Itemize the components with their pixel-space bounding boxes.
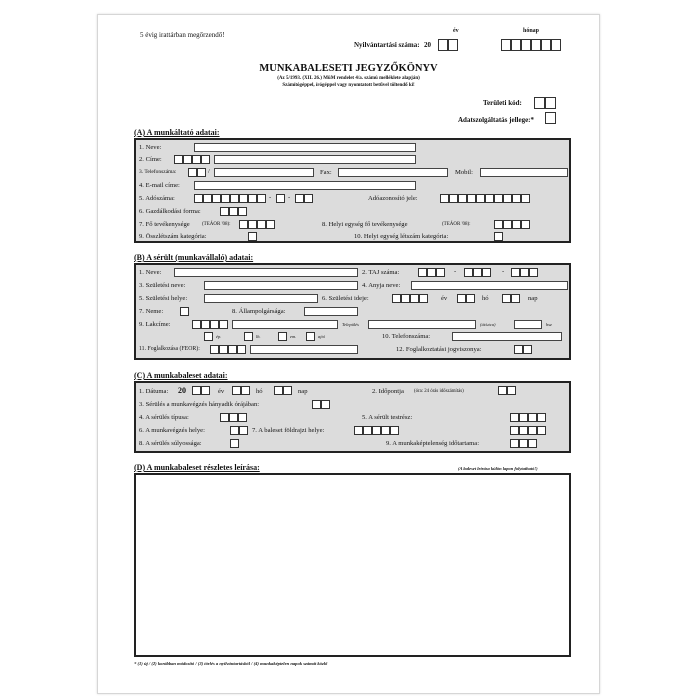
accident-month-box[interactable] bbox=[241, 386, 250, 395]
taj-box[interactable] bbox=[482, 268, 491, 277]
main-activity-label: 7. Fő tevékenysége bbox=[139, 221, 190, 228]
geo-place-box[interactable] bbox=[354, 426, 363, 435]
injury-type-box[interactable] bbox=[229, 413, 238, 422]
local-teaor-box[interactable] bbox=[503, 220, 512, 229]
body-part-box[interactable] bbox=[528, 413, 537, 422]
tax-id-box[interactable] bbox=[521, 194, 530, 203]
work-place-box[interactable] bbox=[239, 426, 248, 435]
postcode-box[interactable] bbox=[183, 155, 192, 164]
work-place-box[interactable] bbox=[230, 426, 239, 435]
body-part-box[interactable] bbox=[510, 426, 519, 435]
tax-id-label: Adóazonosító jele: bbox=[368, 195, 418, 202]
employer-email-field[interactable] bbox=[194, 181, 416, 190]
registry-number-box[interactable] bbox=[551, 39, 561, 51]
registry-number-box[interactable] bbox=[511, 39, 521, 51]
section-c-panel bbox=[134, 381, 571, 453]
registry-year-box[interactable] bbox=[448, 39, 458, 51]
tax-id-box[interactable] bbox=[440, 194, 449, 203]
birthplace-field[interactable] bbox=[204, 294, 318, 303]
geo-place-box[interactable] bbox=[390, 426, 399, 435]
employer-mobile-field[interactable] bbox=[480, 168, 568, 177]
accident-time-label: 2. Időpontja bbox=[372, 388, 404, 395]
residence-postcode-box[interactable] bbox=[219, 320, 228, 329]
building-caption: ép. bbox=[216, 334, 222, 339]
sex-box[interactable] bbox=[180, 307, 189, 316]
year-caption: év bbox=[453, 28, 459, 34]
accident-date-label: 1. Dátuma: bbox=[139, 388, 169, 395]
taj-label: 2. TAJ száma: bbox=[362, 269, 400, 276]
mother-name-label: 4. Anyja neve: bbox=[362, 282, 401, 289]
dash-divider: - bbox=[454, 268, 457, 275]
accident-year-prefix: 20 bbox=[178, 386, 186, 395]
geo-place-label: 7. A baleset földrajzi helye: bbox=[252, 427, 325, 434]
teaor-box[interactable] bbox=[248, 220, 257, 229]
geo-place-box[interactable] bbox=[372, 426, 381, 435]
employer-phone-label: 3. Telefonszáma: bbox=[139, 169, 177, 175]
registry-number-box[interactable] bbox=[531, 39, 541, 51]
local-teaor-box[interactable] bbox=[521, 220, 530, 229]
tax-number-box[interactable] bbox=[295, 194, 304, 203]
incapacity-box[interactable] bbox=[519, 439, 528, 448]
business-form-label: 6. Gazdálkodási forma: bbox=[139, 208, 201, 215]
geo-place-box[interactable] bbox=[381, 426, 390, 435]
tax-number-box[interactable] bbox=[212, 194, 221, 203]
registry-label: Nyilvántartási száma: bbox=[354, 41, 420, 49]
injury-type-box[interactable] bbox=[220, 413, 229, 422]
incapacity-box[interactable] bbox=[510, 439, 519, 448]
territorial-code-label: Területi kód: bbox=[483, 99, 522, 107]
slash-divider: / bbox=[208, 168, 210, 175]
settlement-caption: Település bbox=[342, 322, 359, 327]
accident-year-caption: év bbox=[218, 388, 225, 395]
taj-box[interactable] bbox=[418, 268, 427, 277]
birth-name-label: 3. Születési neve: bbox=[139, 282, 186, 289]
footnote: * (1) új / (2) korábban módosító / (3) törlés a nyilvántartásból / (4) munkaképtelen napok számát közlő bbox=[134, 661, 328, 666]
residence-label: 9. Lakcíme: bbox=[139, 321, 171, 328]
geo-place-box[interactable] bbox=[363, 426, 372, 435]
residence-street-field[interactable] bbox=[368, 320, 476, 329]
section-b-heading: (B) A sérült (munkavállaló) adatai: bbox=[134, 253, 254, 262]
residence-house-field[interactable] bbox=[514, 320, 542, 329]
injury-type-box[interactable] bbox=[238, 413, 247, 422]
citizenship-field[interactable] bbox=[304, 307, 358, 316]
local-teaor-box[interactable] bbox=[494, 220, 503, 229]
tax-number-box[interactable] bbox=[239, 194, 248, 203]
headcount-box[interactable] bbox=[248, 232, 257, 241]
taj-box[interactable] bbox=[473, 268, 482, 277]
accident-year-box[interactable] bbox=[192, 386, 201, 395]
birth-year-box[interactable] bbox=[392, 294, 401, 303]
severity-box[interactable] bbox=[230, 439, 239, 448]
employer-fax-label: Fax: bbox=[320, 169, 332, 176]
registry-number-box[interactable] bbox=[501, 39, 511, 51]
tax-id-box[interactable] bbox=[476, 194, 485, 203]
taj-box[interactable] bbox=[436, 268, 445, 277]
local-activity-code-hint: (TEÁOR '08): bbox=[442, 222, 471, 227]
incapacity-label: 9. A munkaképtelenség időtartama: bbox=[386, 440, 480, 447]
local-teaor-box[interactable] bbox=[512, 220, 521, 229]
tax-number-box[interactable] bbox=[230, 194, 239, 203]
injury-type-label: 4. A sérülés típusa: bbox=[139, 414, 189, 421]
birth-year-caption: év bbox=[441, 295, 448, 302]
tax-number-box[interactable] bbox=[203, 194, 212, 203]
accident-day-box[interactable] bbox=[283, 386, 292, 395]
employer-phone-field[interactable] bbox=[214, 168, 314, 177]
birth-year-box[interactable] bbox=[410, 294, 419, 303]
incapacity-box[interactable] bbox=[528, 439, 537, 448]
territorial-code-box[interactable] bbox=[545, 97, 556, 109]
employment-box[interactable] bbox=[523, 345, 532, 354]
accident-time-hint: (óra: 24 órás időszámítás) bbox=[414, 389, 464, 394]
injured-phone-label: 10. Telefonszáma: bbox=[382, 333, 431, 340]
accident-year-box[interactable] bbox=[201, 386, 210, 395]
headcount-label: 9. Összlétszám kategória: bbox=[139, 233, 207, 240]
local-headcount-label: 10. Helyi egység létszám kategória: bbox=[354, 233, 449, 240]
work-place-label: 6. A munkavégzés helye: bbox=[139, 427, 205, 434]
birthplace-label: 5. Születési helye: bbox=[139, 295, 188, 302]
birthdate-label: 6. Születési ideje: bbox=[322, 295, 369, 302]
stair-caption: lh. bbox=[256, 334, 261, 339]
employer-address-field[interactable] bbox=[214, 155, 416, 164]
taj-box[interactable] bbox=[464, 268, 473, 277]
territorial-code-box[interactable] bbox=[534, 97, 545, 109]
sex-label: 7. Neme: bbox=[139, 308, 164, 315]
work-hour-box[interactable] bbox=[321, 400, 330, 409]
employer-address-label: 2. Címe: bbox=[139, 156, 162, 163]
residence-postcode-box[interactable] bbox=[201, 320, 210, 329]
dash-divider: - bbox=[288, 194, 291, 201]
tax-number-box[interactable] bbox=[248, 194, 257, 203]
mother-name-field[interactable] bbox=[411, 281, 568, 290]
local-headcount-box[interactable] bbox=[494, 232, 503, 241]
taj-box[interactable] bbox=[529, 268, 538, 277]
feor-box[interactable] bbox=[210, 345, 219, 354]
business-form-box[interactable] bbox=[238, 207, 247, 216]
section-d-hint: (A baleset leírása külön lapon folytatható!) bbox=[458, 466, 538, 471]
birth-day-box[interactable] bbox=[511, 294, 520, 303]
section-d-heading: (D) A munkabaleset részletes leírása: bbox=[134, 463, 260, 472]
employer-tax-label: 5. Adószáma: bbox=[139, 195, 175, 202]
accident-hour-box[interactable] bbox=[498, 386, 507, 395]
residence-settlement-field[interactable] bbox=[232, 320, 338, 329]
building-box[interactable] bbox=[204, 332, 213, 341]
residence-postcode-box[interactable] bbox=[192, 320, 201, 329]
form-subtitle: (Az 5/1993. (XII. 26.) MüM rendelet 4/a. számú melléklete alapján) bbox=[277, 76, 420, 81]
door-caption: ajtó bbox=[318, 334, 326, 339]
birth-month-caption: hó bbox=[482, 295, 489, 302]
door-box[interactable] bbox=[306, 332, 315, 341]
form-instruction: Számítógéppel, írógéppel vagy nyomtatott betűvel töltendő ki! bbox=[282, 83, 415, 88]
body-part-label: 5. A sérült testrész: bbox=[362, 414, 413, 421]
body-part-box[interactable] bbox=[537, 426, 546, 435]
employment-box[interactable] bbox=[514, 345, 523, 354]
residence-postcode-box[interactable] bbox=[210, 320, 219, 329]
tax-id-box[interactable] bbox=[458, 194, 467, 203]
tax-id-box[interactable] bbox=[512, 194, 521, 203]
floor-box[interactable] bbox=[278, 332, 287, 341]
accident-description-field[interactable] bbox=[134, 473, 571, 657]
taj-box[interactable] bbox=[520, 268, 529, 277]
birth-year-box[interactable] bbox=[401, 294, 410, 303]
teaor-box[interactable] bbox=[266, 220, 275, 229]
feor-box[interactable] bbox=[237, 345, 246, 354]
postcode-box[interactable] bbox=[192, 155, 201, 164]
tax-id-box[interactable] bbox=[449, 194, 458, 203]
feor-box[interactable] bbox=[219, 345, 228, 354]
registry-number-box[interactable] bbox=[541, 39, 551, 51]
accident-month-caption: hó bbox=[256, 388, 263, 395]
accident-month-box[interactable] bbox=[232, 386, 241, 395]
employer-mobile-label: Mobil: bbox=[455, 169, 473, 176]
tax-id-box[interactable] bbox=[503, 194, 512, 203]
street-caption: (út/utca) bbox=[480, 322, 496, 327]
tax-number-box[interactable] bbox=[304, 194, 313, 203]
work-hour-box[interactable] bbox=[312, 400, 321, 409]
employer-fax-field[interactable] bbox=[338, 168, 448, 177]
birth-month-box[interactable] bbox=[457, 294, 466, 303]
tax-id-box[interactable] bbox=[467, 194, 476, 203]
taj-box[interactable] bbox=[427, 268, 436, 277]
section-a-panel bbox=[134, 138, 571, 243]
phone-area-box[interactable] bbox=[197, 168, 206, 177]
accident-day-box[interactable] bbox=[274, 386, 283, 395]
occupation-label: 11. Foglalkozása (FEOR): bbox=[139, 346, 200, 352]
stair-box[interactable] bbox=[244, 332, 253, 341]
birth-month-box[interactable] bbox=[466, 294, 475, 303]
registry-number-box[interactable] bbox=[521, 39, 531, 51]
business-form-box[interactable] bbox=[229, 207, 238, 216]
body-part-box[interactable] bbox=[519, 426, 528, 435]
citizenship-label: 8. Állampolgársága: bbox=[232, 308, 286, 315]
retention-note: 5 évig irattárban megőrzendő! bbox=[140, 31, 225, 39]
feor-box[interactable] bbox=[228, 345, 237, 354]
accident-hour-box[interactable] bbox=[507, 386, 516, 395]
body-part-box[interactable] bbox=[537, 413, 546, 422]
body-part-box[interactable] bbox=[519, 413, 528, 422]
local-activity-label: 8. Helyi egység fő tevékenysége bbox=[322, 221, 408, 228]
tax-number-box[interactable] bbox=[221, 194, 230, 203]
birth-year-box[interactable] bbox=[419, 294, 428, 303]
tax-number-box[interactable] bbox=[194, 194, 203, 203]
birth-name-field[interactable] bbox=[204, 281, 358, 290]
house-caption: hsz bbox=[546, 322, 552, 327]
teaor-box[interactable] bbox=[239, 220, 248, 229]
form-title: MUNKABALESETI JEGYZŐKÖNYV bbox=[259, 63, 438, 74]
injured-name-label: 1. Neve: bbox=[139, 269, 162, 276]
dash-divider: - bbox=[269, 194, 272, 201]
taj-box[interactable] bbox=[511, 268, 520, 277]
form-page bbox=[97, 14, 600, 694]
month-caption: hónap bbox=[523, 28, 540, 34]
employer-name-field[interactable] bbox=[194, 143, 416, 152]
tax-number-box[interactable] bbox=[257, 194, 266, 203]
injured-phone-field[interactable] bbox=[452, 332, 562, 341]
work-hour-label: 3. Sérülés a munkavégzés hányadik órájában: bbox=[139, 401, 260, 408]
injured-name-field[interactable] bbox=[174, 268, 358, 277]
tax-id-box[interactable] bbox=[485, 194, 494, 203]
data-supply-box[interactable] bbox=[545, 112, 556, 124]
birth-day-box[interactable] bbox=[502, 294, 511, 303]
occupation-field[interactable] bbox=[250, 345, 358, 354]
employer-name-label: 1. Neve: bbox=[139, 144, 162, 151]
teaor-box[interactable] bbox=[257, 220, 266, 229]
postcode-box[interactable] bbox=[201, 155, 210, 164]
main-activity-code-hint: (TEÁOR '08): bbox=[202, 222, 231, 227]
employment-label: 12. Foglalkoztatási jogviszonya: bbox=[396, 346, 482, 353]
phone-area-box[interactable] bbox=[188, 168, 197, 177]
registry-prefix: 20 bbox=[424, 41, 431, 49]
accident-day-caption: nap bbox=[298, 388, 308, 395]
body-part-box[interactable] bbox=[528, 426, 537, 435]
birth-day-caption: nap bbox=[528, 295, 538, 302]
data-supply-label: Adatszolgáltatás jellege:* bbox=[458, 116, 535, 124]
section-c-heading: (C) A munkabaleset adatai: bbox=[134, 371, 228, 380]
floor-caption: em. bbox=[290, 334, 297, 339]
body-part-box[interactable] bbox=[510, 413, 519, 422]
postcode-box[interactable] bbox=[174, 155, 183, 164]
severity-label: 8. A sérülés súlyossága: bbox=[139, 440, 202, 447]
tax-id-box[interactable] bbox=[494, 194, 503, 203]
business-form-box[interactable] bbox=[220, 207, 229, 216]
section-a-heading: (A) A munkáltató adatai: bbox=[134, 128, 220, 137]
employer-email-label: 4. E-mail címe: bbox=[139, 182, 180, 189]
tax-number-box[interactable] bbox=[276, 194, 285, 203]
dash-divider: - bbox=[502, 268, 505, 275]
registry-year-box[interactable] bbox=[438, 39, 448, 51]
section-b-panel bbox=[134, 263, 571, 360]
